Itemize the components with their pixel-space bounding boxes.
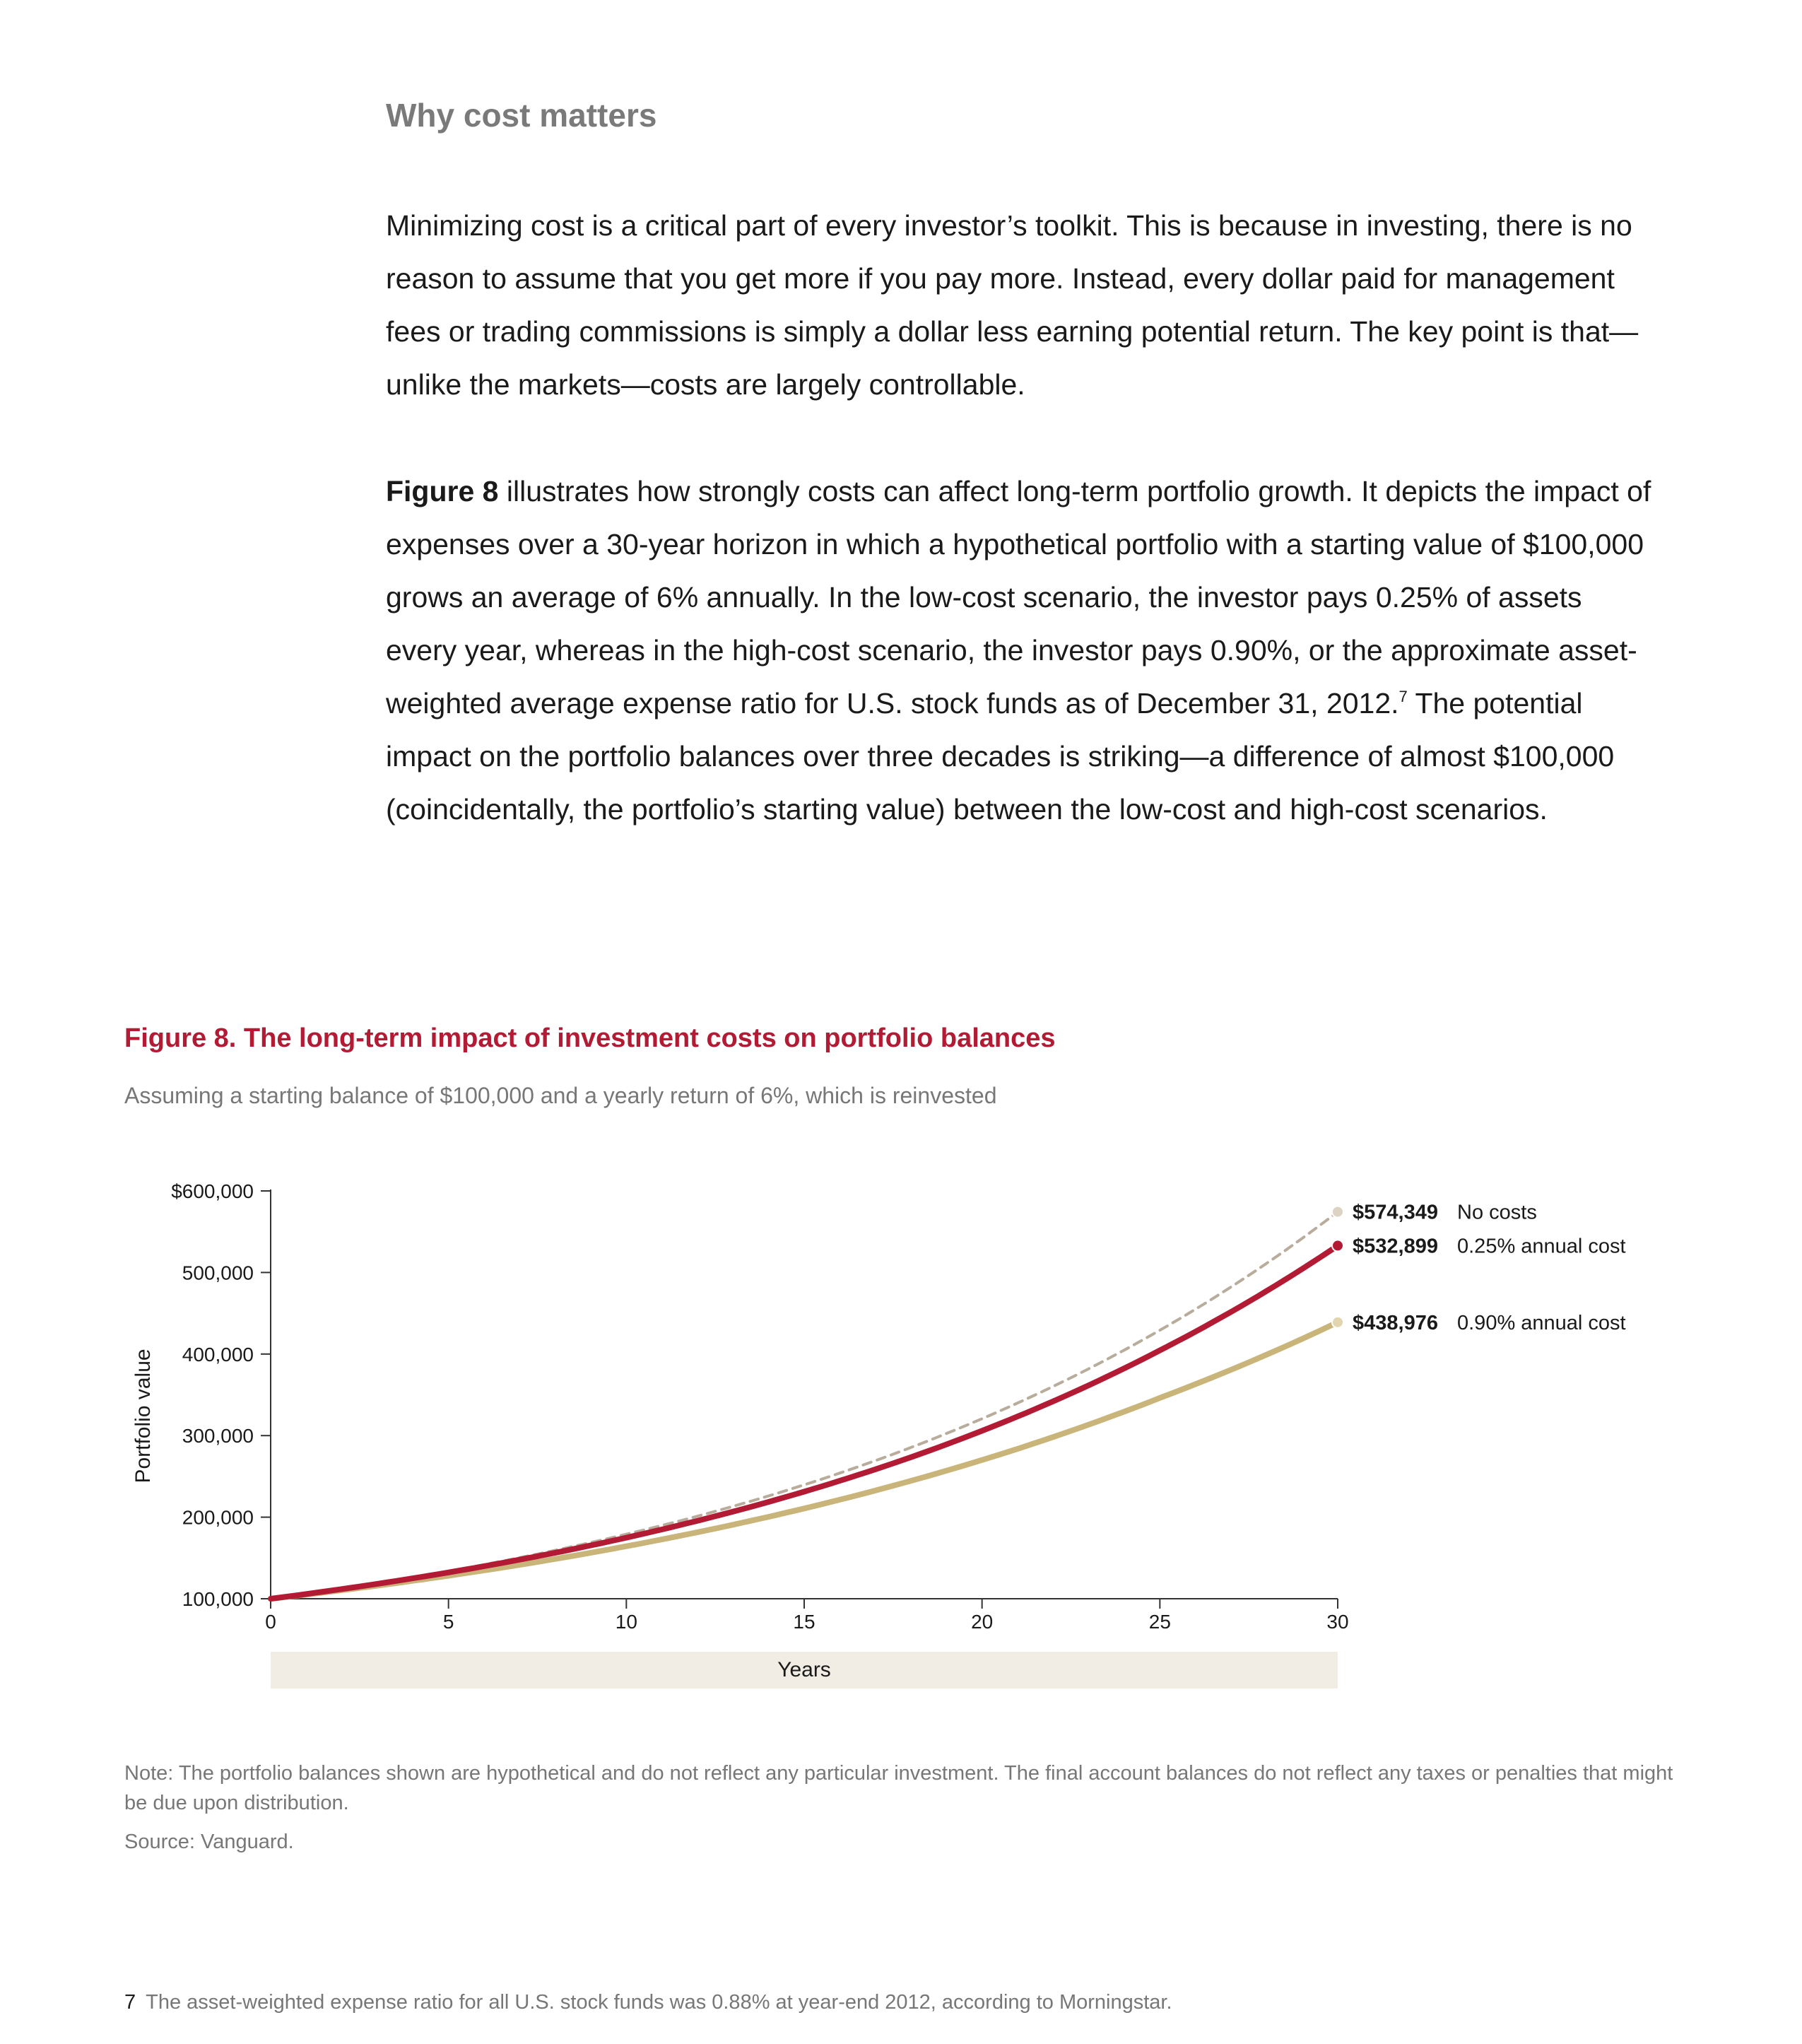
x-tick-label: 5 <box>442 1611 454 1633</box>
paragraph-text-continued: The potential impact on the portfolio balances over three decades is striking—a difference of almost $100,000 (coincidentally, the portfolio’s starting value) between the low-cost and high-cost scenarios. <box>386 687 1615 826</box>
x-tick-label: 10 <box>615 1611 637 1633</box>
body-paragraph-2 <box>386 465 1658 836</box>
y-axis-title: Portfolio value <box>131 1349 155 1484</box>
footnote-text: The asset-weighted expense ratio for all U.S. stock funds was 0.88% at year-end 2012, according to Morningstar. <box>146 1991 1172 2014</box>
section-title: Why cost matters <box>386 97 657 134</box>
figure-subtitle: Assuming a starting balance of $100,000 and a yearly return of 6%, which is reinvested <box>124 1083 997 1108</box>
x-tick-label: 0 <box>265 1611 276 1633</box>
series-line-2 <box>271 1245 1338 1599</box>
series-end-name: 0.25% annual cost <box>1457 1235 1626 1258</box>
series-end-name: No costs <box>1457 1201 1537 1224</box>
body-paragraph-1: Minimizing cost is a critical part of every investor’s toolkit. This is because in investing, there is no reason to assume that you get more if you pay more. Instead, every dollar paid for management fees or trading commissions is simply a dollar less earning potential return. The key point is that—unlike the markets—costs are largely controllable. <box>386 209 1639 401</box>
y-tick-label: $600,000 <box>171 1180 254 1202</box>
footnote-marker[interactable]: 7 <box>1398 688 1408 705</box>
y-tick-label: 100,000 <box>182 1588 254 1610</box>
x-axis-title: Years <box>777 1658 831 1681</box>
footnote-number: 7 <box>124 1991 136 2014</box>
paragraph-text: illustrates how strongly costs can affect long-term portfolio growth. It depicts the impact of expenses over a 30-year horizon in which a hypothetical portfolio with a starting value of $100,000 grows an average of 6% annually. In the low-cost scenario, the investor pays 0.25% of assets every year, whereas in the high-cost scenario, the investor pays 0.90%, or the approximate asset-weighted average expense ratio for U.S. stock funds as of December 31, 2012. <box>386 475 1651 719</box>
x-tick-label: 25 <box>1148 1611 1171 1633</box>
x-tick-label: 20 <box>971 1611 994 1633</box>
portfolio-balance-chart <box>0 1131 1802 1732</box>
series-end-marker <box>1332 1240 1343 1251</box>
series-line-3 <box>271 1322 1338 1599</box>
series-end-value: $574,349 <box>1353 1201 1438 1224</box>
x-tick-label: 30 <box>1326 1611 1349 1633</box>
series-end-name: 0.90% annual cost <box>1457 1311 1626 1334</box>
y-tick-label: 200,000 <box>182 1506 254 1529</box>
series-end-marker <box>1332 1317 1343 1328</box>
y-tick-label: 300,000 <box>182 1425 254 1447</box>
figure-reference[interactable]: Figure 8 <box>386 475 499 507</box>
series-line-1 <box>271 1212 1338 1599</box>
figure-note: Note: The portfolio balances shown are hypothetical and do not reflect any particular investment. The final account balances do not reflect any taxes or penalties that might be due upon distribution. <box>124 1762 1673 1814</box>
footnote <box>124 1991 1172 2014</box>
series-end-value: $438,976 <box>1353 1311 1438 1334</box>
series-end-marker <box>1332 1206 1343 1218</box>
figure-title: Figure 8. The long-term impact of investment costs on portfolio balances <box>124 1023 1056 1053</box>
series-end-value: $532,899 <box>1353 1235 1438 1258</box>
y-tick-label: 400,000 <box>182 1343 254 1365</box>
x-tick-label: 15 <box>793 1611 815 1633</box>
figure-source: Source: Vanguard. <box>124 1831 294 1853</box>
y-tick-label: 500,000 <box>182 1262 254 1284</box>
